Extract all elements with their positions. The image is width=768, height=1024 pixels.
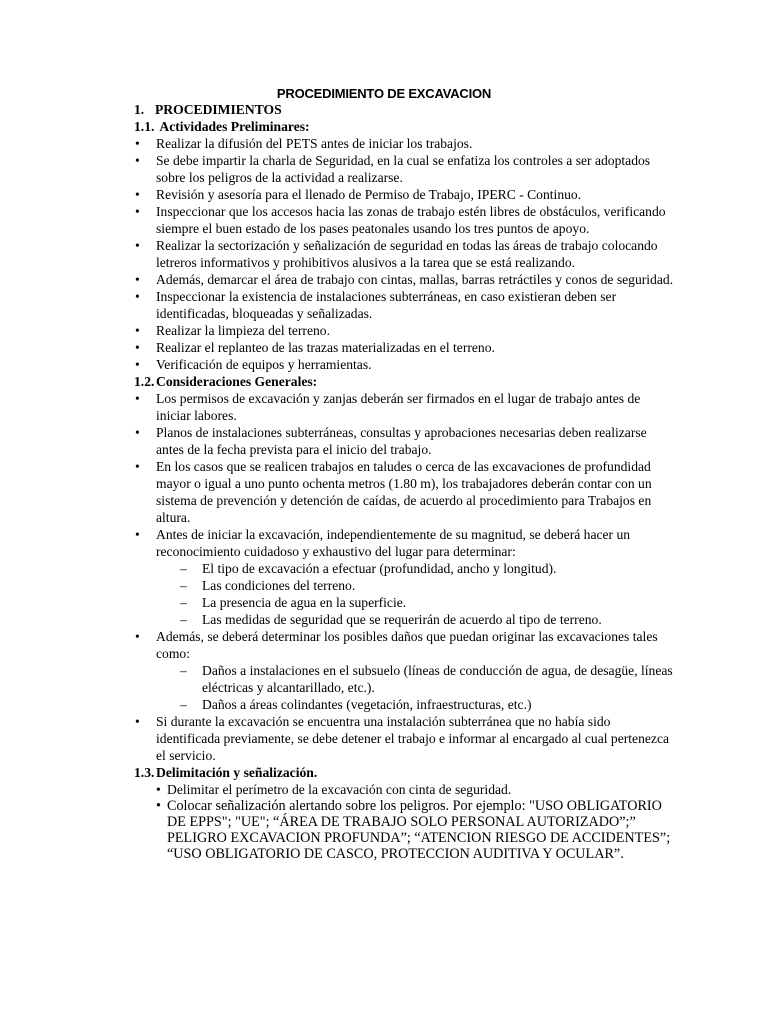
sub-list-item: – La presencia de agua en la superficie. [180,594,674,611]
bullet-list [134,628,674,662]
inline-bullet-list [134,781,674,862]
list-item [134,526,674,560]
list-item: • Realizar la difusión del PETS antes de iniciar los trabajos. [134,135,674,152]
list-item: • En los casos que se realicen trabajos en taludes o cerca de las excavaciones de profundidad mayor o igual a uno punto ochenta metros (1.80 m), los trabajadores deberán contar con un sistema de prevención y detención de caídas, de acuerdo al procedimiento para Trabajos en altura. [134,458,674,526]
subsection-title: Actividades Preliminares: [159,119,310,134]
bullet-list [134,390,674,560]
subsection-number: 1.2. [134,374,155,389]
list-item: • Realizar el replanteo de las trazas materializadas en el terreno. [134,339,674,356]
list-item: • Si durante la excavación se encuentra una instalación subterránea que no había sido identificada previamente, se debe detener el trabajo e informar al encargado al cual pertenezca el servicio. [134,713,674,764]
document-body [134,101,674,862]
list-item: • Revisión y asesoría para el llenado de Permiso de Trabajo, IPERC - Continuo. [134,186,674,203]
bullet-list [134,135,674,373]
list-item: • Colocar señalización alertando sobre los peligros. Por ejemplo: "USO OBLIGATORIO DE EPPS"; "UE"; “ÁREA DE TRABAJO SOLO PERSONAL AUTORIZADO”;” PELIGRO EXCAVACION PROFUNDA”; “ATENCION RIESGO DE ACCIDENTES”; “USO OBLIGATORIO DE CASCO, PROTECCION AUDITIVA Y OCULAR”. [156,798,674,862]
section-number: 1. [134,102,145,117]
subsection-heading [134,118,674,135]
bullet-list [134,713,674,764]
list-item: • Inspeccionar que los accesos hacia las zonas de trabajo estén libres de obstáculos, verificando siempre el buen estado de los pases peatonales usando los tres puntos de apoyo. [134,203,674,237]
sub-list-item: – El tipo de excavación a efectuar (profundidad, ancho y longitud). [180,560,674,577]
sub-list-item: – Las medidas de seguridad que se requerirán de acuerdo al tipo de terreno. [180,611,674,628]
subsection-number: 1.3. [134,765,155,780]
sub-list-item: – Las condiciones del terreno. [180,577,674,594]
list-item: • Además, demarcar el área de trabajo con cintas, mallas, barras retráctiles y conos de seguridad. [134,271,674,288]
list-item: • Los permisos de excavación y zanjas deberán ser firmados en el lugar de trabajo antes de iniciar labores. [134,390,674,424]
subsection-title: Delimitación y señalización. [156,765,318,780]
sub-list-item: – Daños a instalaciones en el subsuelo (líneas de conducción de agua, de desagüe, líneas eléctricas y alcantarillado, etc.). [180,662,674,696]
list-item: • Verificación de equipos y herramientas. [134,356,674,373]
list-item: • Se debe impartir la charla de Seguridad, en la cual se enfatiza los controles a ser adoptados sobre los peligros de la actividad a realizarse. [134,152,674,186]
subsection-heading [134,373,674,390]
subsection-title: Consideraciones Generales: [156,374,318,389]
list-item: • Delimitar el perímetro de la excavación con cinta de seguridad. [156,781,674,798]
subsection-heading [134,764,674,781]
document-title: PROCEDIMIENTO DE EXCAVACION [276,86,492,101]
list-item: • Realizar la limpieza del terreno. [134,322,674,339]
list-item: • Planos de instalaciones subterráneas, consultas y aprobaciones necesarias deben realizarse antes de la fecha prevista para el inicio del trabajo. [134,424,674,458]
dash-list [134,560,674,628]
section-title: PROCEDIMIENTOS [155,102,282,117]
list-item: • Realizar la sectorización y señalización de seguridad en todas las áreas de trabajo colocando letreros informativos y prohibitivos alusivos a la tarea que se está realizando. [134,237,674,271]
list-item-text: Antes de iniciar la excavación, independientemente de su magnitud, se deberá hacer un reconocimiento cuidadoso y exhaustivo del lugar para determinar: [156,527,631,559]
sub-list-item: – Daños a áreas colindantes (vegetación, infraestructuras, etc.) [180,696,674,713]
list-item: • Además, se deberá determinar los posibles daños que puedan originar las excavaciones tales como: [134,628,674,662]
section-heading [134,101,674,118]
subsection-number: 1.1. [134,119,155,134]
dash-list [134,662,674,713]
list-item: • Inspeccionar la existencia de instalaciones subterráneas, en caso existieran deben ser identificadas, bloqueadas y señalizadas. [134,288,674,322]
